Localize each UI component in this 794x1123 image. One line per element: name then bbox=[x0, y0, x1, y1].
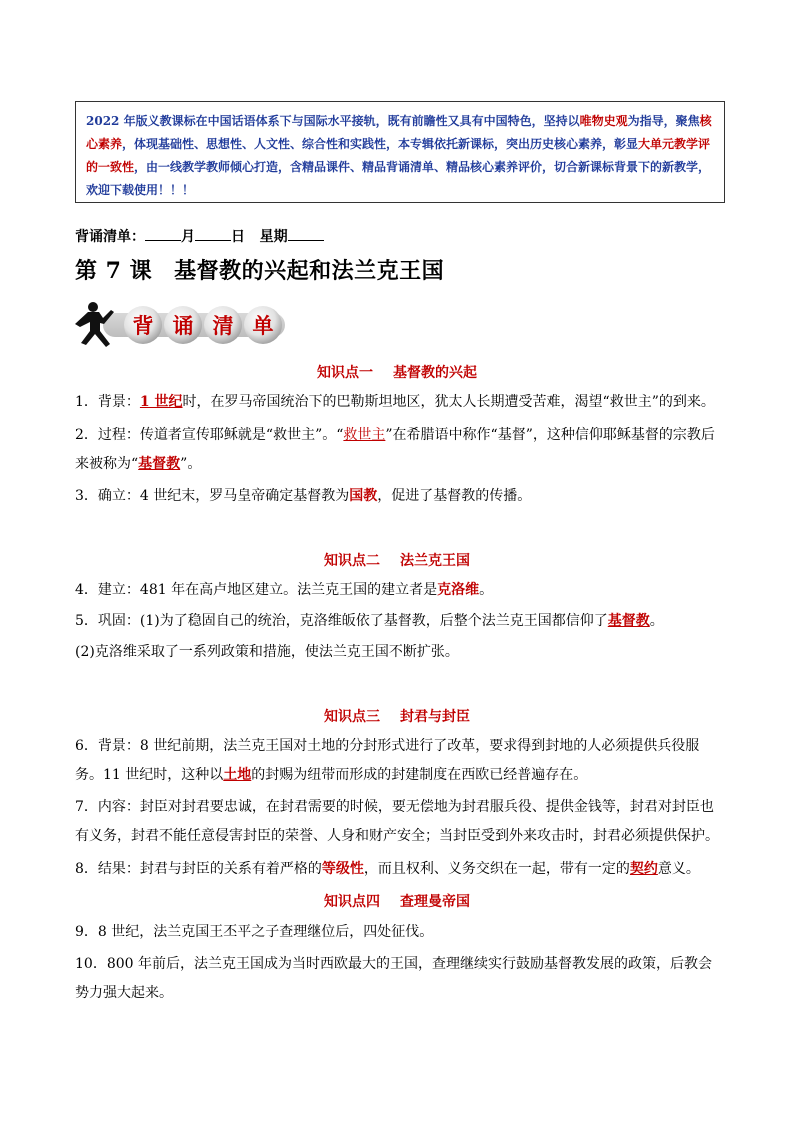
item-10: 10．800 年前后，法兰克王国成为当时西欧最大的王国，查理继续实行鼓励基督教发展的政策，后教会势力强大起来。 bbox=[75, 956, 712, 1001]
month-blank bbox=[145, 226, 181, 241]
notice-highlight-1: 唯物史观 bbox=[579, 114, 628, 128]
item-4 bbox=[75, 576, 723, 605]
item-6-text: 6．背景：8 世纪前期，法兰克王国对土地的分封形式进行了改革，要求得到封地的人必须提供兵役服务。11 世纪时，这种以 bbox=[75, 738, 700, 783]
banner-char-1: 背 bbox=[132, 314, 154, 338]
item-4-keyword: 克洛维 bbox=[437, 582, 480, 598]
kp4-label: 知识点四 bbox=[324, 894, 380, 910]
item-4-text-2: 。 bbox=[479, 582, 494, 598]
day-blank bbox=[195, 226, 231, 241]
item-1 bbox=[75, 388, 723, 417]
item-6-keyword: 土地 bbox=[223, 767, 252, 783]
item-3-text: 3．确立：4 世纪末，罗马皇帝确定基督教为 bbox=[75, 488, 350, 504]
banner-char-2: 诵 bbox=[172, 314, 194, 338]
item-8 bbox=[75, 855, 723, 884]
recite-list-banner bbox=[73, 300, 288, 350]
notice-text-4: ，由一线教学教师倾心打造，含精品课件、精品背诵清单、精品核心素养评价，切合新课标背景下的新教学，欢迎下载使用！！！ bbox=[86, 160, 711, 197]
lesson-name: 基督教的兴起和法兰克王国 bbox=[174, 258, 445, 284]
item-8-text-2: ，而且权利、义务交织在一起，带有一定的 bbox=[363, 861, 630, 877]
lesson-number: 第 7 课 bbox=[75, 258, 153, 284]
item-4-text: 4．建立：481 年在高卢地区建立。法兰克王国的建立者是 bbox=[75, 582, 438, 598]
kp4-title: 查理曼帝国 bbox=[400, 894, 470, 910]
item-7: 7．内容：封臣对封君要忠诚，在封君需要的时候，要无偿地为封君服兵役、提供金钱等，封君对封臣也有义务，封君不能任意侵害封臣的荣誉、人身和财产安全；当封臣受到外来攻击时，封君必须提供保护。 bbox=[75, 799, 719, 844]
banner-char-4: 单 bbox=[252, 314, 274, 338]
item-3-text-2: ，促进了基督教的传播。 bbox=[377, 488, 532, 504]
notice-highlight-3: 大单元教学评的一致性 bbox=[86, 137, 711, 174]
kp1-title: 基督教的兴起 bbox=[393, 365, 477, 381]
banner-char-3: 清 bbox=[212, 314, 234, 338]
item-5-text-2: 。 bbox=[649, 613, 664, 629]
recite-label: 背诵清单： bbox=[75, 229, 145, 245]
knowledge-point-3-heading bbox=[0, 706, 794, 726]
week-blank bbox=[288, 226, 324, 241]
knowledge-point-4-heading bbox=[0, 891, 794, 911]
notice-text-2: 为指导，聚焦 bbox=[627, 114, 700, 128]
item-5 bbox=[75, 607, 723, 636]
knowledge-point-1-heading bbox=[0, 362, 794, 382]
item-3-keyword: 国教 bbox=[349, 488, 378, 504]
item-9: 9．8 世纪，法兰克国王丕平之子查理继位后，四处征伐。 bbox=[75, 924, 434, 940]
item-5-text: 5．巩固：(1)为了稳固自己的统治，克洛维皈依了基督教，后整个法兰克王国都信仰了 bbox=[75, 613, 608, 629]
item-2-text-3: ”。 bbox=[180, 456, 202, 472]
item-2-text-2: ”在希腊语中称作“基督”，这种信仰耶稣基督的宗教后来被称为“ bbox=[75, 427, 715, 472]
item-2-text: 2．过程：传道者宣传耶稣就是“救世主”。“ bbox=[75, 427, 344, 443]
kp2-label: 知识点二 bbox=[324, 553, 380, 569]
intro-notice-box bbox=[75, 101, 725, 203]
item-1-text: 1．背景： bbox=[75, 394, 140, 410]
item-8-text-3: 意义。 bbox=[657, 861, 700, 877]
item-2 bbox=[75, 421, 723, 479]
recite-date-line bbox=[75, 226, 324, 246]
week-label: 星期 bbox=[259, 229, 288, 245]
item-2-keyword-1: 救世主 bbox=[343, 427, 386, 443]
lesson-title bbox=[75, 254, 444, 285]
notice-highlight-2: 核心素养 bbox=[86, 114, 712, 151]
kp3-label: 知识点三 bbox=[324, 709, 380, 725]
notice-text-3: ，体现基础性、思想性、人文性、综合性和实践性，本专辑依托新课标，突出历史核心素养，彰显 bbox=[122, 137, 639, 151]
item-2-keyword-2: 基督教 bbox=[138, 456, 181, 472]
day-label: 日 bbox=[231, 229, 245, 245]
item-1-keyword: 1 世纪 bbox=[139, 394, 183, 410]
item-6-text-2: 的封赐为纽带而形成的封建制度在西欧已经普遍存在。 bbox=[251, 767, 588, 783]
kp2-title: 法兰克王国 bbox=[400, 553, 470, 569]
item-1-text-2: 时，在罗马帝国统治下的巴勒斯坦地区，犹太人长期遭受苦难，渴望“救世主”的到来。 bbox=[182, 394, 715, 410]
item-8-text: 8．结果：封君与封臣的关系有着严格的 bbox=[75, 861, 322, 877]
item-8-keyword-1: 等级性 bbox=[321, 861, 364, 877]
knowledge-point-2-heading bbox=[0, 550, 794, 570]
kp3-title: 封君与封臣 bbox=[400, 709, 470, 725]
item-5-keyword: 基督教 bbox=[607, 613, 650, 629]
notice-text-1: 2022 年版义教课标在中国话语体系下与国际水平接轨，既有前瞻性又具有中国特色，坚持以 bbox=[86, 114, 580, 128]
item-3 bbox=[75, 482, 723, 511]
kp1-label: 知识点一 bbox=[317, 365, 373, 381]
month-label: 月 bbox=[181, 229, 195, 245]
item-6 bbox=[75, 732, 723, 790]
item-8-keyword-2: 契约 bbox=[629, 861, 658, 877]
item-5-sub-2: (2)克洛维采取了一系列政策和措施，使法兰克王国不断扩张。 bbox=[75, 644, 459, 660]
